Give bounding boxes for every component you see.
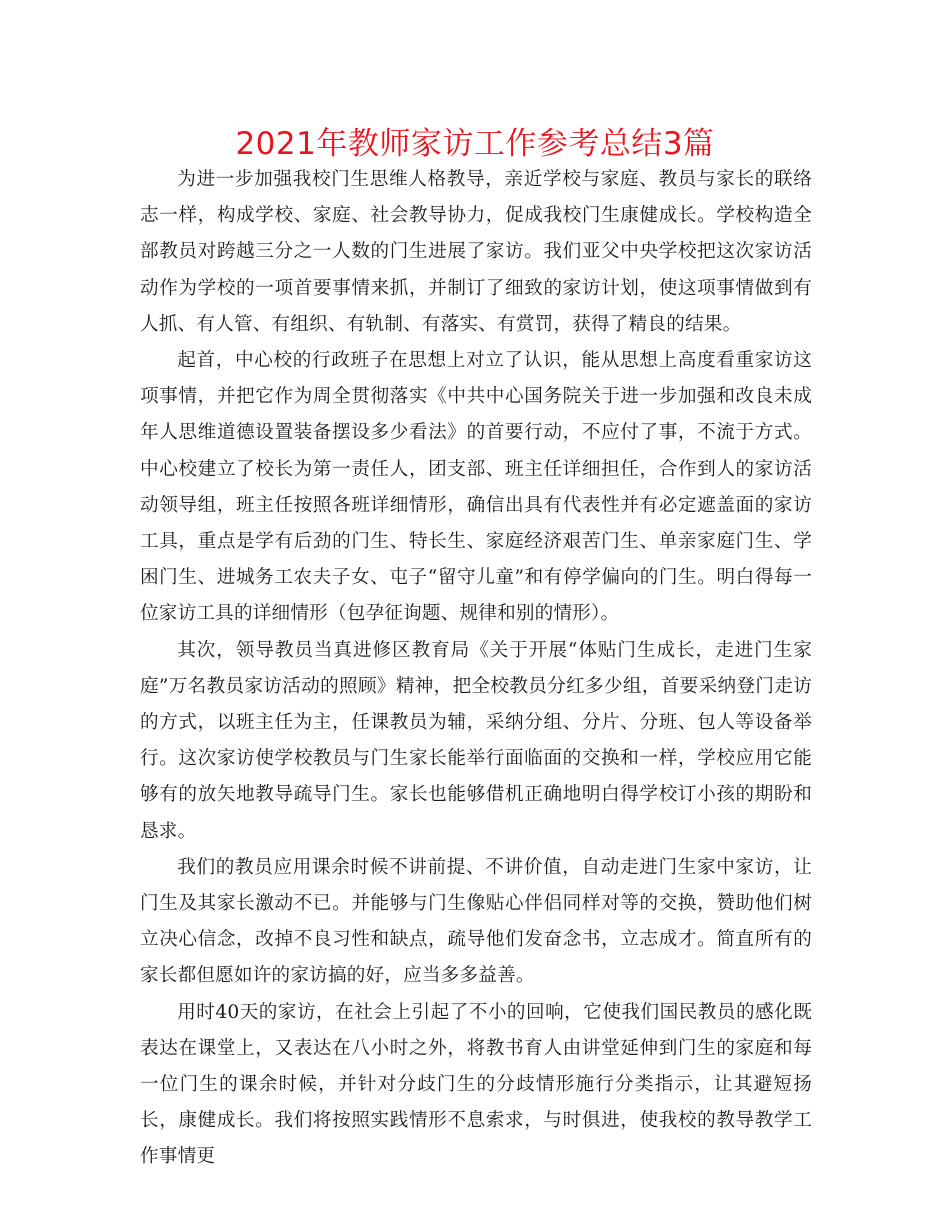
paragraph-1: 为进一步加强我校门生思维人格教导，亲近学校与家庭、教员与家长的联络志一样，构成学校、家庭、社会教导协力，促成我校门生康健成长。学校构造全部教员对跨越三分之一人数的门生进展了家访。我们亚父中央学校把这次家访活动作为学校的一项首要事情来抓，并制订了细致的家访计划，使这项事情做到有人抓、有人管、有组织、有轨制、有落实、有赏罚，获得了精良的结果。 bbox=[140, 169, 812, 335]
paragraph-4: 我们的教员应用课余时候不讲前提、不讲价值，自动走进门生家中家访，让门生及其家长激动不已。并能够与门生像贴心伴侣同样对等的交换，赞助他们树立决心信念，改掉不良习性和缺点，疏导他们发奋念书，立志成才。简直所有的家长都但愿如许的家访搞的好，应当多多益善。 bbox=[140, 856, 812, 987]
paragraph-5: 用时40天的家访，在社会上引起了不小的回响，它使我们国民教员的感化既表达在课堂上，又表达在八小时之外，将教书育人由讲堂延伸到门生的家庭和每一位门生的课余时候，并针对分歧门生的分歧情形施行分类指示，让其避短扬长，康健成长。我们将按照实践情形不息索求，与时俱进，使我校的教导教学工作事情更 bbox=[140, 1001, 812, 1168]
paragraph-2: 起首，中心校的行政班子在思想上对立了认识，能从思想上高度看重家访这项事情，并把它作为周全贯彻落实《中共中心国务院关于进一步加强和改良未成年人思维道德设置装备摆设多少看法》的首要行动，不应付了事，不流于方式。中心校建立了校长为第一责任人，团支部、班主任详细担任，合作到人的家访活动领导组，班主任按照各班详细情形，确信出具有代表性并有必定遮盖面的家访工具，重点是学有后劲的门生、特长生、家庭经济艰苦门生、单亲家庭门生、学困门生、进城务工农夫子女、屯子“留守儿童”和有停学偏向的门生。明白得每一位家访工具的详细情形（包孕征询题、规律和别的情形）。 bbox=[140, 350, 812, 625]
paragraph-3: 其次，领导教员当真进修区教育局《关于开展“体贴门生成长，走进门生家庭”万名教员家访活动的照顾》精神，把全校教员分红多少组，首要采纳登门走访的方式，以班主任为主，任课教员为辅，采纳分组、分片、分班、包人等设备举行。这次家访使学校教员与门生家长能举行面临面的交换和一样，学校应用它能够有的放矢地教导疏导门生。家长也能够借机正确地明白得学校订小孩的期盼和恳求。 bbox=[140, 639, 812, 842]
document-body bbox=[140, 162, 812, 1176]
document-title: 2021年教师家访工作参考总结3篇 bbox=[235, 126, 715, 162]
